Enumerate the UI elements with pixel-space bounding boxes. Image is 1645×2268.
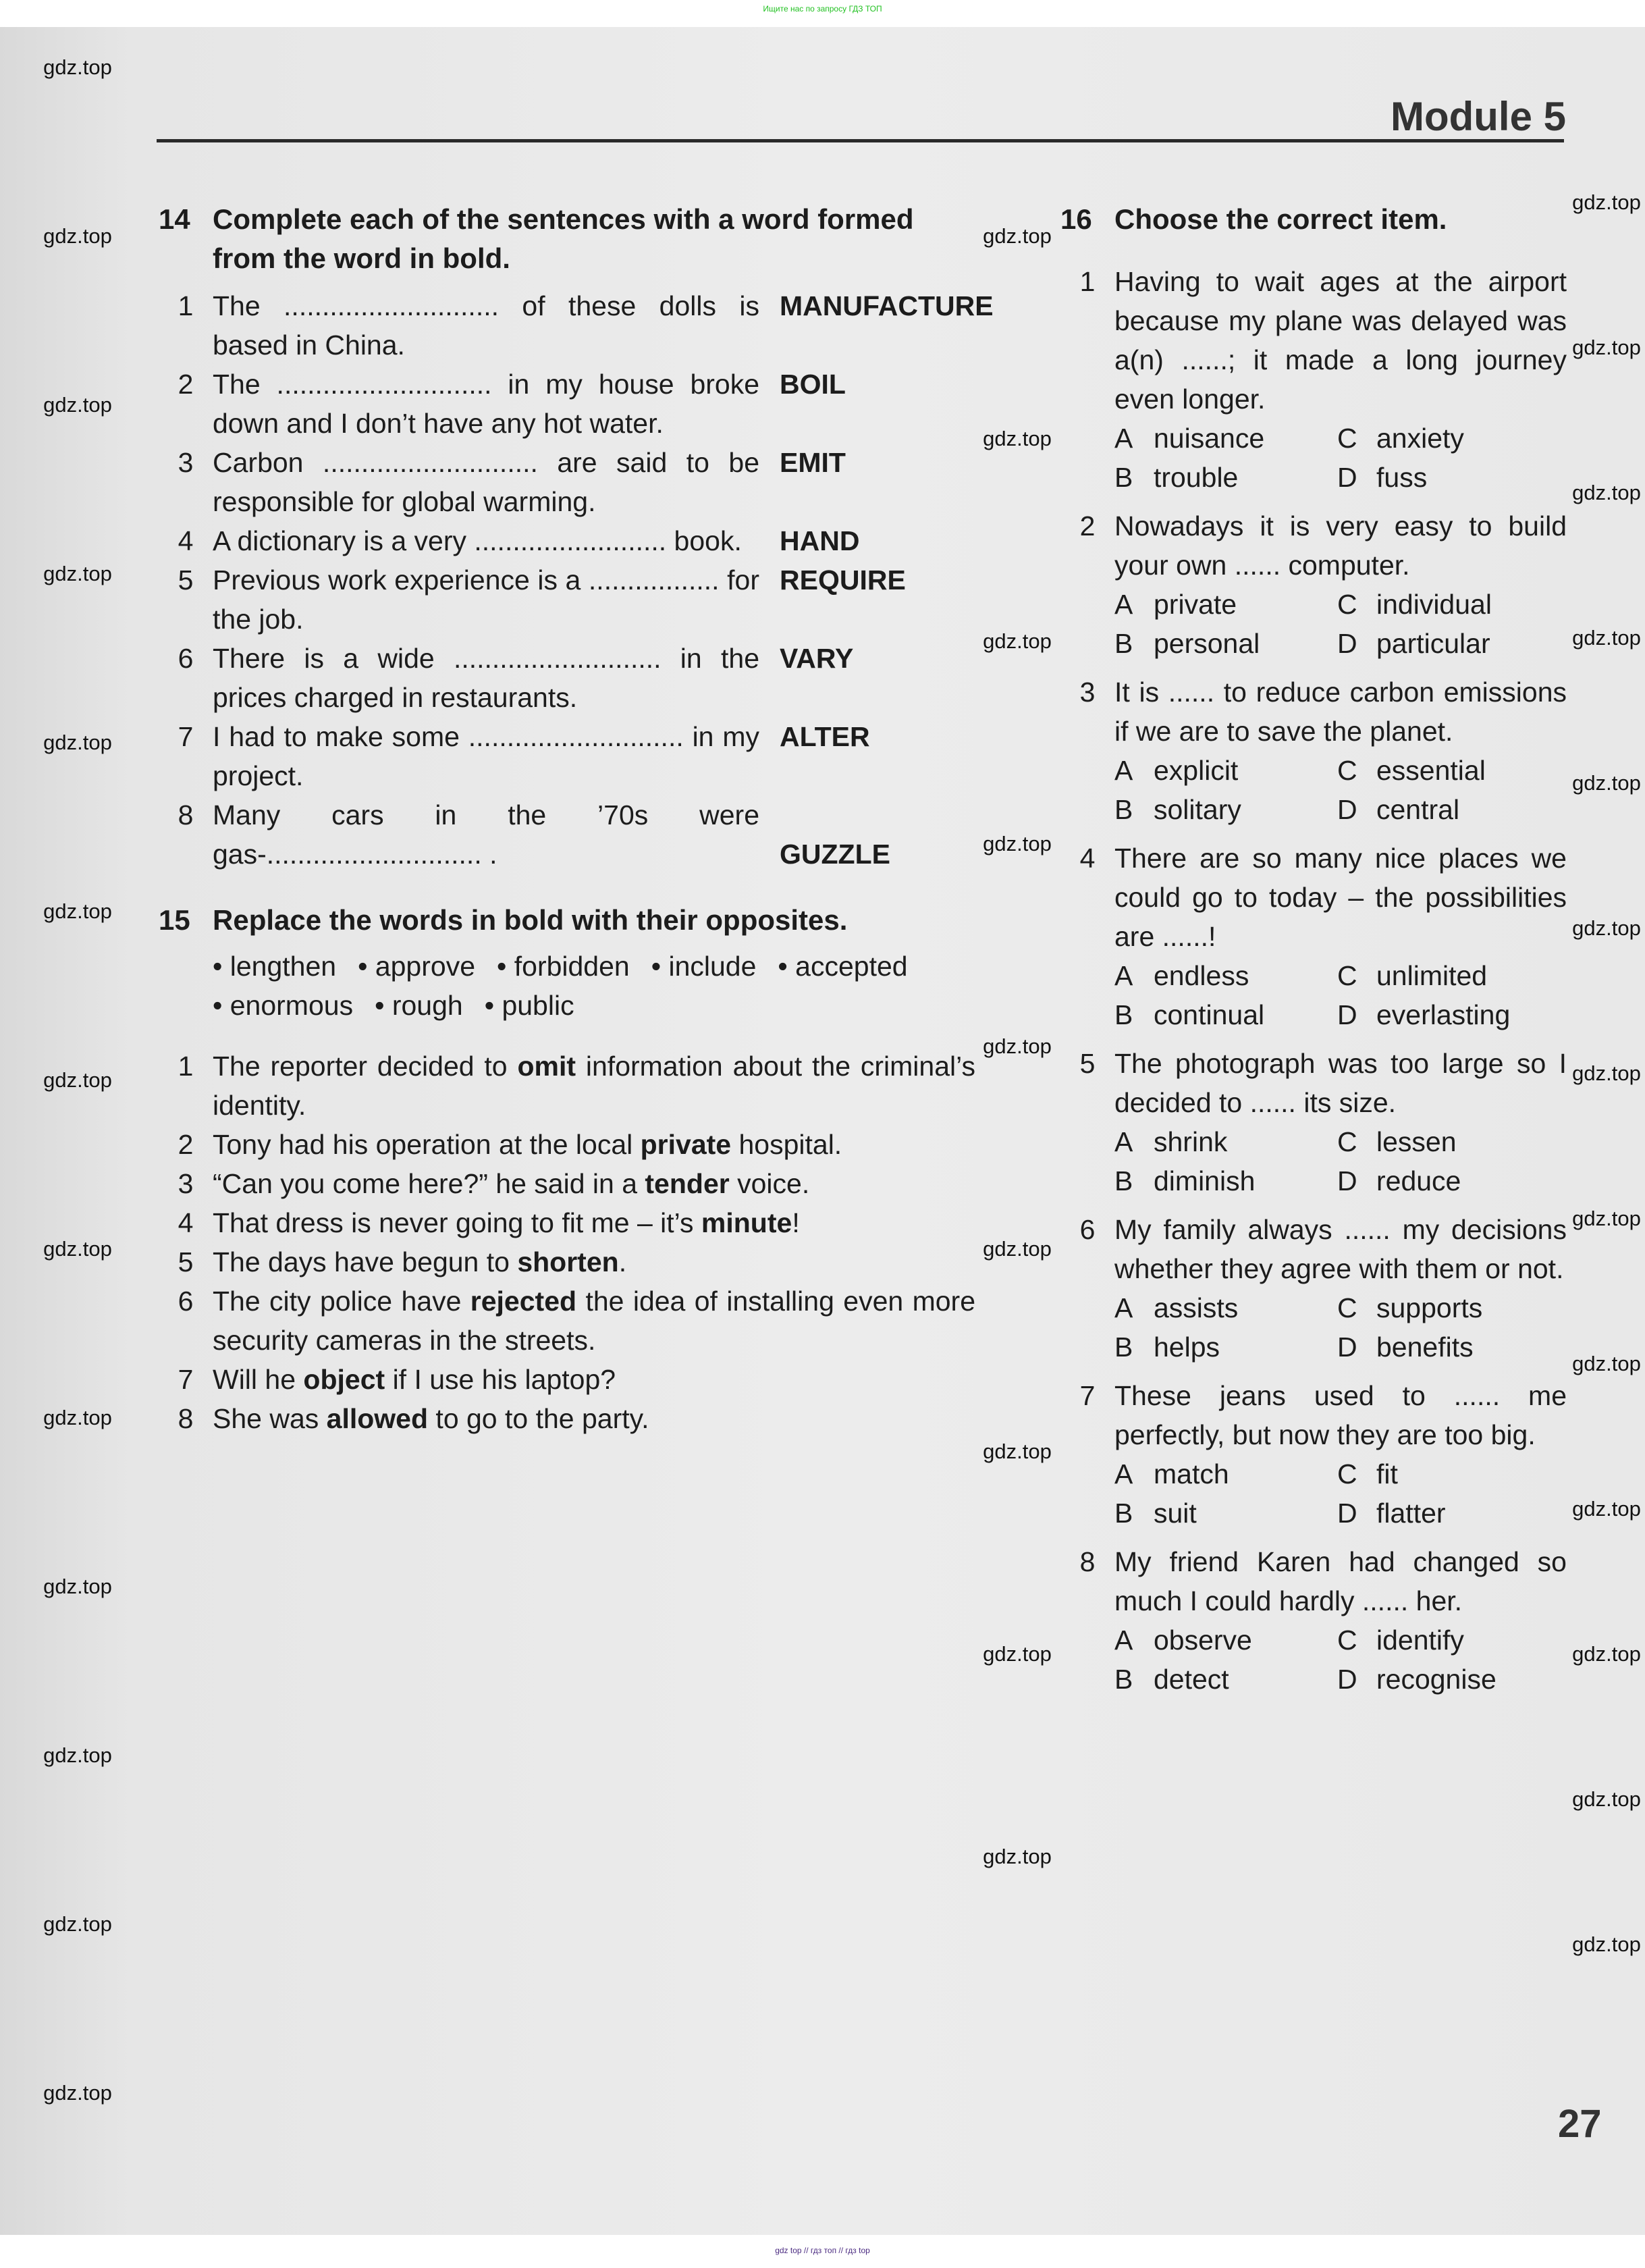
option-a[interactable]: [1114, 419, 1337, 458]
option-text: anxiety: [1376, 423, 1464, 454]
watermark-text: gdz.top: [43, 899, 112, 923]
word-bank-item: • lengthen: [213, 947, 336, 986]
option-c[interactable]: [1337, 1122, 1560, 1161]
item-number: 5: [178, 1246, 194, 1277]
exercise-15: [159, 901, 975, 1438]
option-a[interactable]: [1114, 751, 1337, 790]
option-letter: A: [1114, 1126, 1133, 1157]
option-text: match: [1154, 1458, 1229, 1489]
option-d[interactable]: [1337, 1494, 1560, 1533]
bold-word: omit: [517, 1051, 576, 1082]
item-number: 4: [1079, 843, 1096, 874]
option-letter: A: [1114, 755, 1133, 786]
footer-watermark-links: gdz top // гдз топ // гдз top: [775, 2246, 870, 2255]
option-a[interactable]: [1114, 956, 1337, 995]
option-letter: B: [1114, 1664, 1133, 1695]
option-text: personal: [1154, 628, 1260, 659]
page-number: 27: [1558, 2102, 1602, 2146]
option-text: individual: [1376, 589, 1492, 620]
sentence-end: to go to the party.: [428, 1403, 649, 1434]
option-text: shrink: [1154, 1126, 1228, 1157]
item-sentence: [213, 1360, 975, 1399]
watermark-text: gdz.top: [43, 2081, 112, 2105]
option-text: benefits: [1376, 1331, 1474, 1363]
prompt-word: MANUFACTURE: [780, 290, 994, 321]
watermark-text: gdz.top: [1572, 771, 1641, 795]
option-text: private: [1154, 589, 1237, 620]
sentence-end: !: [792, 1207, 800, 1238]
option-d[interactable]: [1337, 790, 1560, 829]
question-text: There are so many nice places we could go to today – the possibilities are ......!: [1114, 843, 1567, 952]
item-number: 6: [178, 643, 194, 674]
exercise-instruction: Choose the correct item.: [1114, 203, 1447, 235]
exercise-item: [159, 443, 975, 521]
question-text: My friend Karen had changed so much I could hardly ...... her.: [1114, 1546, 1567, 1616]
question: [1060, 1210, 1567, 1288]
left-column: [159, 200, 994, 1438]
watermark-text: gdz.top: [983, 1642, 1052, 1666]
option-d[interactable]: [1337, 458, 1560, 497]
option-text: helps: [1154, 1331, 1220, 1363]
item-number: 5: [1079, 1048, 1096, 1079]
question-text: The photograph was too large so I decided to ...... its size.: [1114, 1048, 1567, 1118]
watermark-text: gdz.top: [43, 1068, 112, 1092]
item-number: 7: [1079, 1380, 1096, 1411]
option-c[interactable]: [1337, 585, 1560, 624]
option-letter: D: [1337, 999, 1357, 1030]
option-a[interactable]: [1114, 585, 1337, 624]
option-text: fit: [1376, 1458, 1398, 1489]
exercise-item: [159, 365, 975, 443]
item-number: 8: [178, 799, 194, 830]
watermark-text: gdz.top: [983, 832, 1052, 855]
option-text: fuss: [1376, 462, 1428, 493]
watermark-text: gdz.top: [1572, 481, 1641, 504]
option-text: recognise: [1376, 1664, 1496, 1695]
question: [1060, 262, 1567, 419]
option-text: unlimited: [1376, 960, 1488, 991]
watermark-text: gdz.top: [983, 1845, 1052, 1868]
option-c[interactable]: [1337, 419, 1560, 458]
watermark-text: gdz.top: [1572, 626, 1641, 650]
watermark-text: gdz.top: [43, 1237, 112, 1261]
exercise-item: [159, 1360, 975, 1399]
item-sentence: Previous work experience is a ................. for the job.: [213, 564, 759, 635]
option-c[interactable]: [1337, 751, 1560, 790]
question: [1060, 506, 1567, 585]
item-sentence: [213, 1047, 975, 1125]
exercise-item: [159, 560, 975, 639]
option-letter: B: [1114, 999, 1133, 1030]
word-bank-item: • rough: [375, 986, 463, 1025]
exercise-item: [159, 521, 975, 560]
watermark-text: gdz.top: [1572, 336, 1641, 359]
exercise-item: [159, 1203, 975, 1242]
option-letter: B: [1114, 1165, 1133, 1196]
option-b[interactable]: [1114, 1494, 1337, 1533]
question-text: These jeans used to ...... me perfectly, but now they are too big.: [1114, 1380, 1567, 1450]
answer-options: [1060, 1122, 1567, 1201]
word-bank-item: • enormous: [213, 986, 353, 1025]
option-letter: D: [1337, 1498, 1357, 1529]
option-a[interactable]: [1114, 1454, 1337, 1494]
question: [1060, 1542, 1567, 1620]
sentence-start: The reporter decided to: [213, 1051, 518, 1082]
watermark-text: gdz.top: [1572, 916, 1641, 940]
exercise-item: [159, 1399, 975, 1438]
item-number: 2: [1079, 510, 1096, 542]
item-number: 2: [178, 1129, 194, 1160]
option-text: observe: [1154, 1625, 1252, 1656]
option-b[interactable]: [1114, 1660, 1337, 1699]
sentence-start: She was: [213, 1403, 327, 1434]
option-d[interactable]: [1337, 1660, 1560, 1699]
item-number: 4: [178, 525, 194, 556]
watermark-text: gdz.top: [983, 427, 1052, 450]
question-text: It is ...... to reduce carbon emissions if we are to save the planet.: [1114, 677, 1567, 747]
prompt-word: VARY: [780, 643, 854, 674]
watermark-text: gdz.top: [983, 1440, 1052, 1463]
bold-word: allowed: [326, 1403, 429, 1434]
option-letter: C: [1337, 1126, 1357, 1157]
option-text: lessen: [1376, 1126, 1457, 1157]
option-letter: C: [1337, 755, 1357, 786]
question-text: Having to wait ages at the airport because my plane was delayed was a(n) ......; it made a long journey even longer.: [1114, 266, 1567, 415]
exercise-item: [159, 1242, 975, 1282]
option-letter: C: [1337, 960, 1357, 991]
item-sentence: [213, 1164, 975, 1203]
option-text: essential: [1376, 755, 1486, 786]
bold-word: private: [640, 1129, 732, 1160]
option-b[interactable]: [1114, 995, 1337, 1034]
option-b[interactable]: [1114, 458, 1337, 497]
item-number: 4: [178, 1207, 194, 1238]
exercise-number: 14: [159, 203, 190, 235]
option-letter: B: [1114, 462, 1133, 493]
answer-options: [1060, 751, 1567, 829]
answer-options: [1060, 1454, 1567, 1533]
watermark-text: gdz.top: [1572, 1787, 1641, 1811]
item-sentence: There is a wide ........................... in the prices charged in restaurants.: [213, 643, 759, 713]
option-text: detect: [1154, 1664, 1229, 1695]
item-sentence: Carbon ............................ are said to be responsible for global warming.: [213, 447, 759, 517]
item-sentence: Many cars in the ’70s were gas-............................ .: [213, 799, 759, 870]
watermark-text: gdz.top: [43, 1406, 112, 1429]
word-bank-item: • accepted: [778, 947, 907, 986]
option-text: diminish: [1154, 1165, 1256, 1196]
option-text: solitary: [1154, 794, 1241, 825]
item-number: 1: [1079, 266, 1096, 297]
answer-options: [1060, 1288, 1567, 1367]
option-letter: B: [1114, 794, 1133, 825]
item-number: 1: [178, 1051, 194, 1082]
item-sentence: I had to make some ............................ in my project.: [213, 721, 759, 791]
item-number: 6: [1079, 1214, 1096, 1245]
exercise-item: [159, 1164, 975, 1203]
exercise-item: [159, 639, 975, 717]
option-text: particular: [1376, 628, 1490, 659]
sentence-end: information about the criminal’s identity.: [213, 1051, 975, 1121]
question: [1060, 1376, 1567, 1454]
item-number: 1: [178, 290, 194, 321]
option-letter: A: [1114, 1625, 1133, 1656]
word-bank-item: • public: [485, 986, 574, 1025]
option-text: supports: [1376, 1292, 1483, 1323]
bold-word: object: [303, 1364, 385, 1395]
option-text: central: [1376, 794, 1460, 825]
item-number: 7: [178, 721, 194, 752]
item-sentence: The ............................ of these dolls is based in China.: [213, 290, 759, 361]
item-number: 7: [178, 1364, 194, 1395]
option-text: explicit: [1154, 755, 1239, 786]
item-number: 3: [1079, 677, 1096, 708]
question: [1060, 1044, 1567, 1122]
question-text: Nowadays it is very easy to build your own ...... computer.: [1114, 510, 1567, 581]
item-number: 8: [1079, 1546, 1096, 1577]
bold-word: tender: [645, 1168, 730, 1199]
watermark-text: gdz.top: [1572, 1061, 1641, 1085]
sentence-start: That dress is never going to fit me – it’s: [213, 1207, 701, 1238]
option-letter: A: [1114, 960, 1133, 991]
sentence-end: the idea of installing even more security cameras in the streets.: [213, 1286, 975, 1356]
option-letter: D: [1337, 1664, 1357, 1695]
option-letter: D: [1337, 1331, 1357, 1363]
search-hint-banner: Ищите нас по запросу ГДЗ ТОП: [763, 4, 882, 14]
prompt-word: HAND: [780, 525, 860, 556]
option-d[interactable]: [1337, 624, 1560, 663]
option-c[interactable]: [1337, 1620, 1560, 1660]
answer-options: [1060, 1620, 1567, 1699]
watermark-text: gdz.top: [1572, 190, 1641, 214]
watermark-text: gdz.top: [43, 393, 112, 417]
item-sentence: [213, 1282, 975, 1360]
watermark-text: gdz.top: [983, 224, 1052, 248]
option-letter: D: [1337, 462, 1357, 493]
prompt-word: GUZZLE: [780, 839, 890, 870]
exercise-item: [159, 795, 975, 874]
exercise-number: 16: [1060, 203, 1092, 235]
exercise-item: [159, 1282, 975, 1360]
bold-word: shorten: [517, 1246, 619, 1277]
option-b[interactable]: [1114, 624, 1337, 663]
word-bank-item: • forbidden: [497, 947, 630, 986]
option-letter: B: [1114, 628, 1133, 659]
watermark-text: gdz.top: [983, 1237, 1052, 1261]
option-letter: B: [1114, 1331, 1133, 1363]
watermark-text: gdz.top: [43, 1575, 112, 1598]
item-number: 3: [178, 447, 194, 478]
option-letter: A: [1114, 1458, 1133, 1489]
word-bank-item: • include: [651, 947, 757, 986]
option-b[interactable]: [1114, 1161, 1337, 1201]
word-bank-item: • approve: [358, 947, 475, 986]
option-text: flatter: [1376, 1498, 1446, 1529]
exercise-14-heading: [159, 200, 975, 278]
answer-options: [1060, 585, 1567, 663]
item-sentence: [213, 1242, 975, 1282]
watermark-text: gdz.top: [43, 1743, 112, 1767]
watermark-text: gdz.top: [983, 629, 1052, 653]
exercise-15-heading: [159, 901, 975, 940]
sentence-start: Will he: [213, 1364, 304, 1395]
exercise-item: [159, 717, 975, 795]
prompt-word: EMIT: [780, 447, 846, 478]
sentence-start: The city police have: [213, 1286, 470, 1317]
option-letter: C: [1337, 1625, 1357, 1656]
option-text: reduce: [1376, 1165, 1461, 1196]
question-text: My family always ...... my decisions whether they agree with them or not.: [1114, 1214, 1567, 1284]
option-letter: A: [1114, 589, 1133, 620]
answer-options: [1060, 419, 1567, 497]
watermark-text: gdz.top: [43, 55, 112, 79]
prompt-word: BOIL: [780, 369, 846, 400]
option-letter: C: [1337, 423, 1357, 454]
exercise-14: [159, 200, 994, 874]
option-letter: A: [1114, 423, 1133, 454]
watermark-text: gdz.top: [1572, 1497, 1641, 1521]
sentence-end: if I use his laptop?: [385, 1364, 616, 1395]
item-number: 3: [178, 1168, 194, 1199]
option-text: trouble: [1154, 462, 1239, 493]
bold-word: rejected: [470, 1286, 577, 1317]
option-d[interactable]: [1337, 1161, 1560, 1201]
sentence-end: .: [618, 1246, 627, 1277]
question: [1060, 839, 1567, 956]
item-sentence: The ............................ in my house broke down and I don’t have any hot water.: [213, 369, 759, 439]
watermark-text: gdz.top: [43, 224, 112, 248]
item-sentence: A dictionary is a very ......................... book.: [213, 525, 742, 556]
item-number: 5: [178, 564, 194, 596]
sentence-start: The days have begun to: [213, 1246, 518, 1277]
option-d[interactable]: [1337, 995, 1560, 1034]
option-letter: D: [1337, 628, 1357, 659]
exercise-instruction: Replace the words in bold with their opposites.: [213, 904, 848, 936]
option-letter: C: [1337, 1458, 1357, 1489]
option-c[interactable]: [1337, 1454, 1560, 1494]
item-sentence: [213, 1399, 975, 1438]
option-text: assists: [1154, 1292, 1239, 1323]
exercise-number: 15: [159, 904, 190, 936]
option-d[interactable]: [1337, 1327, 1560, 1367]
option-text: endless: [1154, 960, 1249, 991]
option-b[interactable]: [1114, 790, 1337, 829]
exercise-16: [1060, 200, 1567, 1708]
answer-options: [1060, 956, 1567, 1034]
watermark-text: gdz.top: [1572, 1932, 1641, 1956]
sentence-end: voice.: [729, 1168, 810, 1199]
option-letter: A: [1114, 1292, 1133, 1323]
option-a[interactable]: [1114, 1122, 1337, 1161]
exercise-item: [159, 286, 994, 365]
option-text: nuisance: [1154, 423, 1265, 454]
item-number: 8: [178, 1403, 194, 1434]
option-a[interactable]: [1114, 1620, 1337, 1660]
watermark-text: gdz.top: [43, 1912, 112, 1936]
option-c[interactable]: [1337, 1288, 1560, 1327]
option-letter: D: [1337, 794, 1357, 825]
item-sentence: [213, 1125, 975, 1164]
option-text: everlasting: [1376, 999, 1511, 1030]
watermark-text: gdz.top: [43, 562, 112, 585]
prompt-word: REQUIRE: [780, 564, 906, 596]
option-text: continual: [1154, 999, 1265, 1030]
option-letter: C: [1337, 589, 1357, 620]
option-letter: D: [1337, 1165, 1357, 1196]
option-letter: C: [1337, 1292, 1357, 1323]
exercise-instruction: Complete each of the sentences with a word formed from the word in bold.: [213, 203, 914, 274]
item-number: 6: [178, 1286, 194, 1317]
sentence-start: “Can you come here?” he said in a: [213, 1168, 645, 1199]
prompt-word: ALTER: [780, 721, 870, 752]
bold-word: minute: [701, 1207, 792, 1238]
watermark-text: gdz.top: [1572, 1352, 1641, 1375]
item-sentence: [213, 1203, 975, 1242]
option-letter: B: [1114, 1498, 1133, 1529]
option-a[interactable]: [1114, 1288, 1337, 1327]
option-c[interactable]: [1337, 956, 1560, 995]
sentence-start: Tony had his operation at the local: [213, 1129, 641, 1160]
sentence-end: hospital.: [731, 1129, 842, 1160]
option-text: identify: [1376, 1625, 1464, 1656]
exercise-item: [159, 1125, 975, 1164]
option-b[interactable]: [1114, 1327, 1337, 1367]
exercise-item: [159, 1047, 975, 1125]
header-divider: [157, 139, 1564, 142]
word-bank: [159, 947, 975, 1025]
exercise-16-heading: [1060, 200, 1567, 239]
item-number: 2: [178, 369, 194, 400]
option-text: suit: [1154, 1498, 1197, 1529]
module-title: Module 5: [1391, 94, 1567, 139]
watermark-text: gdz.top: [43, 731, 112, 754]
watermark-text: gdz.top: [1572, 1207, 1641, 1230]
watermark-text: gdz.top: [1572, 1642, 1641, 1666]
watermark-text: gdz.top: [983, 1034, 1052, 1058]
question: [1060, 673, 1567, 751]
